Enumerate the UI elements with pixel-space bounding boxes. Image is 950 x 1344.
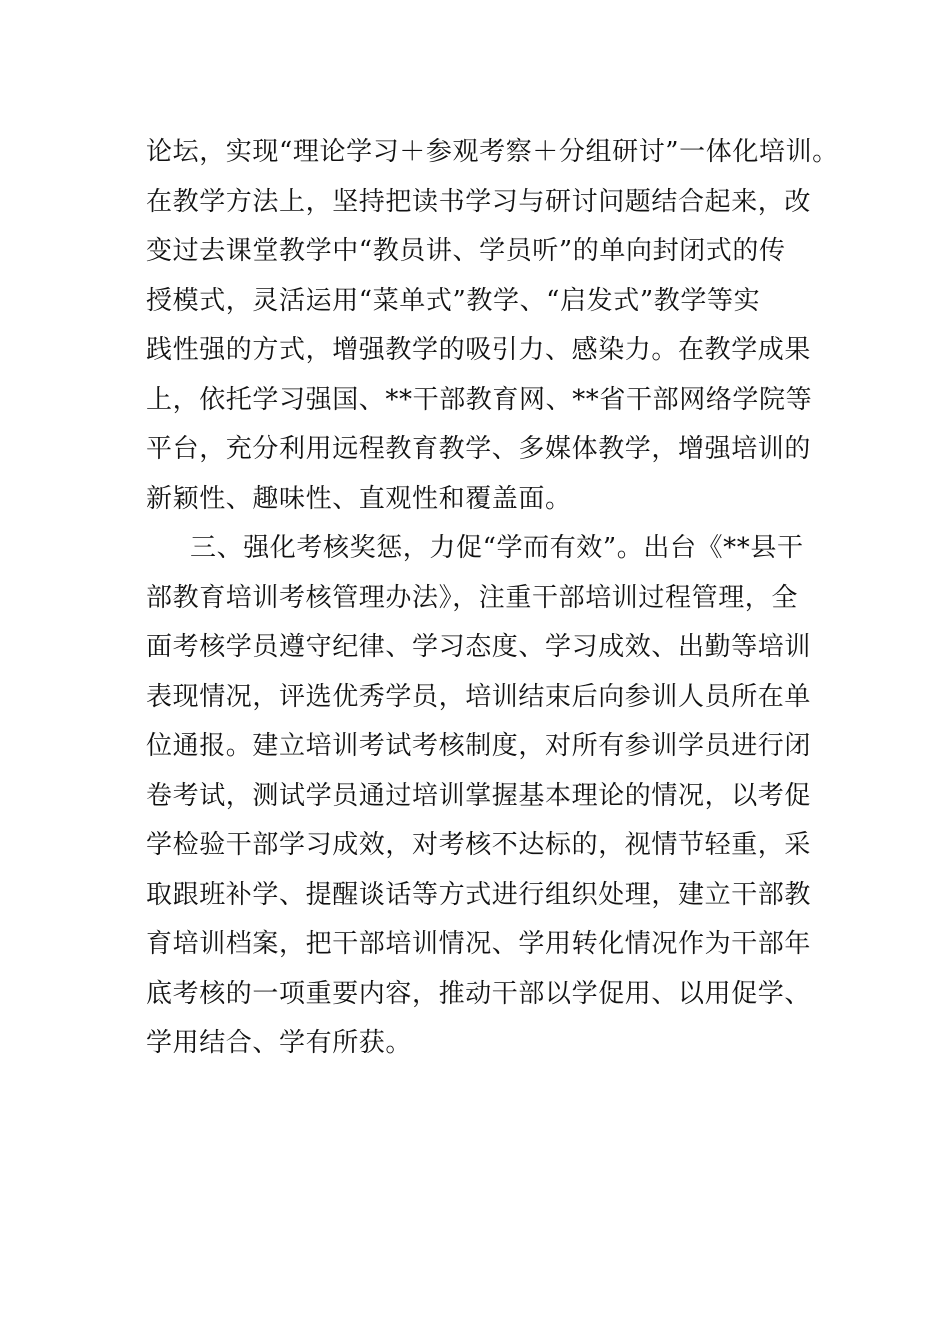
text-line: 上，依托学习强国、**干部教育网、**省干部网络学院等 [146,384,813,415]
text-line: 卷考试，测试学员通过培训掌握基本理论的情况，以考促 [146,780,812,811]
text-line: 新颖性、趣味性、直观性和覆盖面。 [146,483,572,514]
text-line: 学用结合、学有所获。 [146,1028,413,1058]
text-line: 部教育培训考核管理办法》，注重干部培训过程管理，全 [146,582,799,613]
text-line: 授模式，灵活运用“菜单式”教学、“启发式”教学等实 [146,285,761,316]
section-heading-line: 三、强化考核奖惩，力促“学而有效”。出台《**县干 [190,533,804,563]
text-line: 育培训档案，把干部培训情况、学用转化情况作为干部年 [146,929,812,959]
text-line: 在教学方法上，坚持把读书学习与研讨问题结合起来，改 [146,186,812,217]
text-line: 取跟班补学、提醒谈话等方式进行组织处理，建立干部教 [146,879,812,910]
text-line: 底考核的一项重要内容，推动干部以学促用、以用促学、 [146,978,812,1009]
text-line: 表现情况，评选优秀学员，培训结束后向参训人员所在单 [146,681,812,712]
text-line: 平台，充分利用远程教育教学、多媒体教学，增强培训的 [146,434,812,464]
text-line: 践性强的方式，增强教学的吸引力、感染力。在教学成果 [146,335,812,365]
text-line: 变过去课堂教学中“教员讲、学员听”的单向封闭式的传 [146,236,786,266]
text-line: 论坛，实现“理论学习＋参观考察＋分组研讨”一体化培训。 [146,137,839,167]
text-line: 学检验干部学习成效，对考核不达标的，视情节轻重，采 [146,830,812,860]
text-line: 位通报。建立培训考试考核制度，对所有参训学员进行闭 [146,731,812,761]
document-body [146,128,839,1069]
text-line: 面考核学员遵守纪律、学习态度、学习成效、出勤等培训 [146,632,812,662]
